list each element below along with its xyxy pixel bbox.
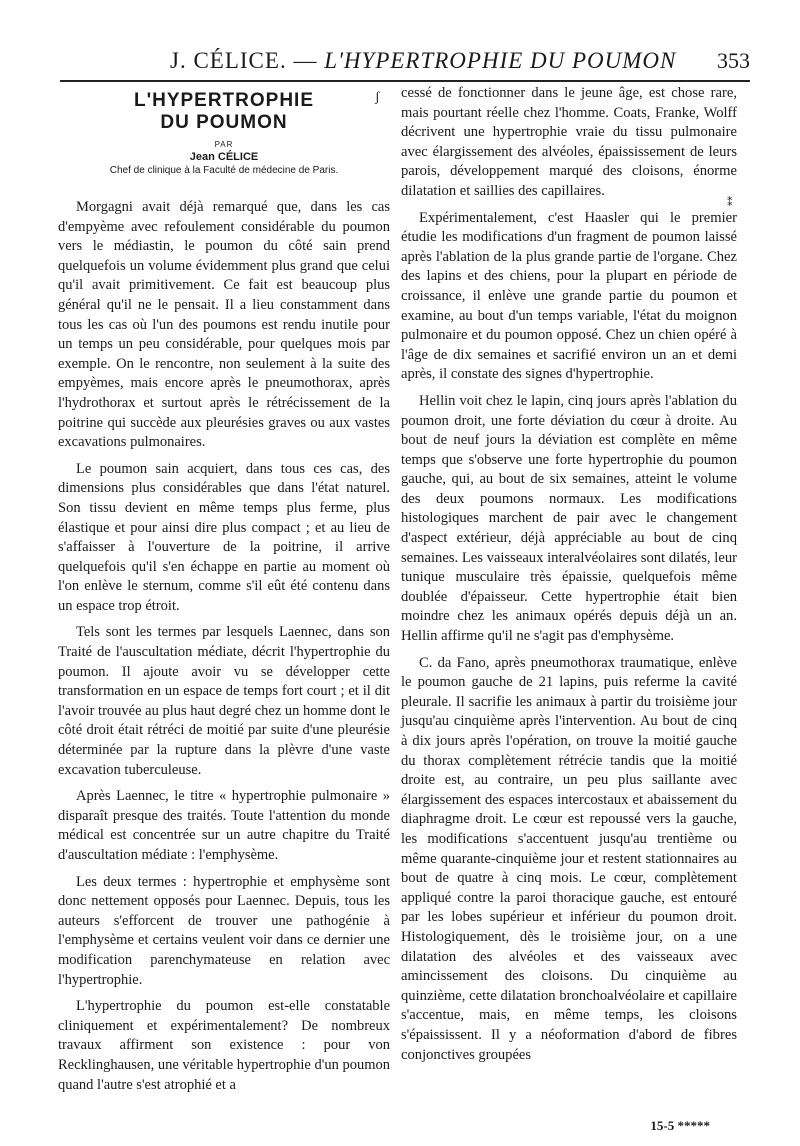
running-title-author: J. CÉLICE. — [170, 48, 325, 73]
page-number: 353 [717, 48, 750, 73]
margin-mark-icon: ʃ [375, 90, 380, 105]
margin-mark-icon: ⁑ [727, 197, 733, 209]
paragraph: cessé de fonctionner dans le jeune âge, est chose rare, mais pourtant réelle chez l'homme. Coats, Franke, Wolff décrivent une hypertrophie vraie du tissu pulmonaire avec élargissement des alvéoles, épaississement de leurs parois, développement marqué des cloisons, énorme dilatation et saillies des capillaires. [401, 85, 737, 199]
left-column [58, 90, 390, 1102]
paragraph: L'hypertrophie du poumon est-elle constatable cliniquement et expérimentalement? De nombreux travaux affirment son existence : pour von Recklinghausen, une véritable hypertrophie d'un poumon quand l'autre s'est atrophié et a [58, 998, 390, 1093]
paragraph: Le poumon sain acquiert, dans tous ces cas, des dimensions plus considérables que dans l'état naturel. Son tissu devient en même temps plus ferme, plus élastique et pour ainsi dire plus compact ; et au lieu de s'affaisser à l'ouverture de la poitrine, il arrive quelquefois qu'il s'en échappe en partie au moment où l'on enlève le sternum, comme s'il eût été contenu dans un espace trop étroit. [58, 460, 390, 614]
paragraph: Hellin voit chez le lapin, cinq jours après l'ablation du poumon droit, une forte déviation du cœur à droite. Au bout de neuf jours la déviation est complète en même temps que s'observe une forte hypertrophie du poumon gauche, qui, au bout de six semaines, atteint le volume des deux poumons normaux. Les modifications histologiques marchent de pair avec le changement d'aspect extérieur, déjà appréciable au bout de cinq semaines. Les vaisseaux interalvéolaires sont dilatés, leur tunique musculaire très épaissie, quelquefois même doublée d'épaisseur. Cette hypertrophie était bien moindre chez les animaux opérés depuis déjà un an. Hellin affirme qu'il ne s'agit pas d'emphysème. [401, 392, 737, 645]
right-column [401, 84, 737, 1072]
article-title-line1: L'HYPERTROPHIE [133, 90, 315, 111]
paragraph: Expérimentalement, c'est Haasler qui le premier étudie les modifications d'un fragment de poumon laissé après l'ablation de la plus grande partie de l'organe. Chez des lapins et des chiens, pour la plupart en période de croissance, il enlève une grande partie du poumon et examine, au bout d'un temps variable, l'état du moignon pulmonaire et du poumon opposé. Chez un chien opéré à l'âge de dix semaines et sacrifié environ un an et demi après, il constate des signes d'hypertrophie. [401, 209, 737, 383]
header-rule [60, 80, 750, 82]
article-title-line2: DU POUMON [160, 112, 288, 133]
running-title [170, 48, 676, 74]
paragraph: Morgagni avait déjà remarqué que, dans les cas d'empyème avec refoulement considérable du poumon vers le médiastin, le poumon du côté sain prend quelquefois un volume évidemment plus grand que celui qu'il avait primitivement. Ce fait est beaucoup plus général qu'il ne le pensait. Il a lieu constamment dans tous les cas où l'un des poumons est rendu inutile pour un temps un peu considérable, pour quelques mois par exemple. On le rencontre, non seulement à la suite des empyèmes, mais encore après le pneumothorax, après l'hydrothorax et surtout après le rétrécissement de la poitrine qui succède aux pleurésies graves ou aux vastes excavations pulmonaires. [58, 199, 390, 451]
article-author: Jean CÉLICE [189, 151, 259, 163]
article-by: PAR [214, 140, 234, 149]
running-head [60, 48, 750, 76]
article-title [58, 90, 390, 134]
running-title-topic: L'HYPERTROPHIE DU POUMON [324, 48, 677, 73]
paragraph: Les deux termes : hypertrophie et emphysème sont donc nettement opposés pour Laennec. Depuis, tous les auteurs s'efforcent de trouver une pathogénie à l'emphysème et certains veulent voir dans ce dernier une modification parenchymateuse en relation avec l'hypertrophie. [58, 873, 390, 988]
printer-signature: 15-5 ***** [650, 1118, 710, 1133]
paragraph: Tels sont les termes par lesquels Laennec, dans son Traité de l'auscultation médiate, décrit l'hypertrophie du poumon. Il ajoute avoir vu se développer cette transformation en un espace de temps fort court ; et il dit l'avoir trouvée au plus haut degré chez un homme dont le côté droit était rétréci de moitié par suite d'une pleurésie déterminée par la rupture dans la plèvre d'une vaste excavation tuberculeuse. [58, 624, 390, 778]
paragraph: Après Laennec, le titre « hypertrophie pulmonaire » disparaît presque des traités. Toute l'attention du monde médical est concentrée sur un autre chapitre du Traité d'auscultation médiate : l'emphysème. [58, 788, 390, 863]
article-affiliation: Chef de clinique à la Faculté de médecine de Paris. [109, 165, 339, 176]
paragraph: C. da Fano, après pneumothorax traumatique, enlève le poumon gauche de 21 lapins, puis referme la cavité pleurale. Il sacrifie les animaux à partir du troisième jour jusqu'au cinquième après l'intervention. Au bout de cinq à dix jours après l'opération, on trouve la moitié gauche du thorax complètement rétrécie tandis que la moitié droite est, au contraire, un peu plus saillante avec élargissement des espaces intercostaux et abaissement du diaphragme droit. Le cœur est repoussé vers la gauche, les modifications s'accentuent jusqu'au trentième ou même quarante-cinquième jour et restent stationnaires au bout de quatre à cinq mois. Le cœur, complètement appliqué contre la paroi thoracique gauche, est entouré par les lobes supérieur et inférieur du poumon droit. Histologiquement, dès le troisième jour, on a une dilatation des alvéoles et des vaisseaux avec amincissement des cloisons. Du cinquième au quinzième, cette dilatation bronchoalvéolaire et capillaire s'accentue, mais, en même temps, les cloisons s'épaississent. Il y a néoformation d'abord de fibres conjonctives groupées [401, 654, 737, 1063]
